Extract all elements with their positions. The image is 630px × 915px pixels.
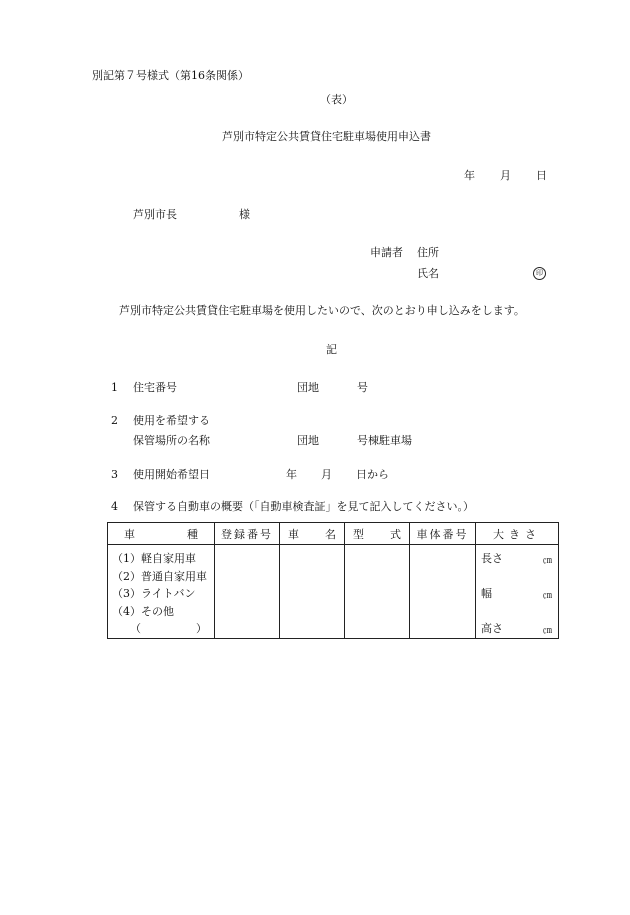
- item-1-label: 住宅番号: [133, 381, 177, 394]
- item-2-sublabel: 保管場所の名称: [133, 434, 210, 447]
- size-length-unit: ㎝: [542, 556, 552, 566]
- vehicle-type-other-blank: （ ）: [130, 622, 207, 635]
- item-1-number: 1: [111, 381, 118, 394]
- size-cell: [476, 545, 559, 639]
- item-3-number: 3: [111, 468, 118, 481]
- date-year-label: 年: [464, 169, 475, 182]
- record-mark: 記: [326, 343, 337, 356]
- vehicle-table-row: [108, 545, 559, 639]
- header-registration-label: 登録番号: [221, 527, 273, 541]
- intro-text: 芦別市特定公共賃貸住宅駐車場を使用したいので、次のとおり申し込みをします。: [119, 304, 525, 317]
- header-chassis-number: [410, 523, 476, 545]
- header-type-b: 種: [187, 527, 198, 541]
- header-registration: [215, 523, 280, 545]
- form-number: 別記第７号様式（第16条関係）: [92, 69, 249, 82]
- item-2-label: 使用を希望する: [133, 414, 210, 427]
- item-3-year: 年: [286, 468, 297, 481]
- item-1-go: 号: [357, 381, 368, 394]
- header-type-a: 車: [124, 527, 135, 541]
- date-day-label: 日: [536, 169, 547, 182]
- item-2-parking: 号棟駐車場: [357, 434, 412, 447]
- registration-number-cell: [215, 545, 280, 639]
- date-month-label: 月: [500, 169, 511, 182]
- applicant-address-label: 住所: [417, 246, 439, 259]
- item-2-danchi: 団地: [297, 434, 319, 447]
- addressee-name: 芦別市長: [133, 208, 177, 221]
- header-name-b: 名: [325, 527, 336, 541]
- header-size-label: 大きさ: [493, 527, 541, 541]
- header-chassis-label: 車体番号: [416, 527, 469, 541]
- size-length-label: 長さ: [481, 552, 503, 565]
- item-2-number: 2: [111, 414, 118, 427]
- vehicle-type-cell: [108, 545, 215, 639]
- item-1-danchi: 団地: [297, 381, 319, 394]
- car-name-cell: [280, 545, 345, 639]
- header-model-a: 型: [353, 527, 364, 541]
- vehicle-type-option: （1）軽自家用車: [112, 552, 196, 565]
- header-type: [108, 523, 215, 545]
- size-width-unit: ㎝: [542, 591, 552, 601]
- item-3-from: 日から: [356, 468, 389, 481]
- vehicle-table-header: [108, 523, 559, 545]
- model-cell: [345, 545, 410, 639]
- size-height-label: 高さ: [481, 622, 503, 635]
- chassis-number-cell: [410, 545, 476, 639]
- form-side-label: （表）: [320, 93, 353, 106]
- addressee-honorific: 様: [239, 208, 250, 221]
- size-height-unit: ㎝: [542, 626, 552, 636]
- vehicle-type-option: （3）ライトバン: [112, 587, 196, 600]
- header-car-name: [280, 523, 345, 545]
- item-4-label: 保管する自動車の概要（「自動車検査証」を見て記入してください。）: [133, 500, 474, 513]
- item-3-month: 月: [321, 468, 332, 481]
- applicant-label: 申請者: [370, 246, 403, 259]
- vehicle-table: [107, 522, 559, 639]
- applicant-name-label: 氏名: [417, 267, 439, 280]
- header-name-a: 車: [288, 527, 299, 541]
- vehicle-type-option: （4）その他: [112, 604, 174, 618]
- header-model-b: 式: [390, 527, 401, 541]
- header-model: [345, 523, 410, 545]
- header-size: [476, 523, 559, 545]
- size-width-label: 幅: [481, 587, 492, 600]
- vehicle-type-option: （2）普通自家用車: [112, 569, 207, 583]
- page-title: 芦別市特定公共賃貸住宅駐車場使用申込書: [222, 130, 431, 143]
- item-3-label: 使用開始希望日: [133, 468, 210, 481]
- item-4-number: 4: [111, 500, 118, 513]
- seal-icon: 印: [533, 267, 546, 280]
